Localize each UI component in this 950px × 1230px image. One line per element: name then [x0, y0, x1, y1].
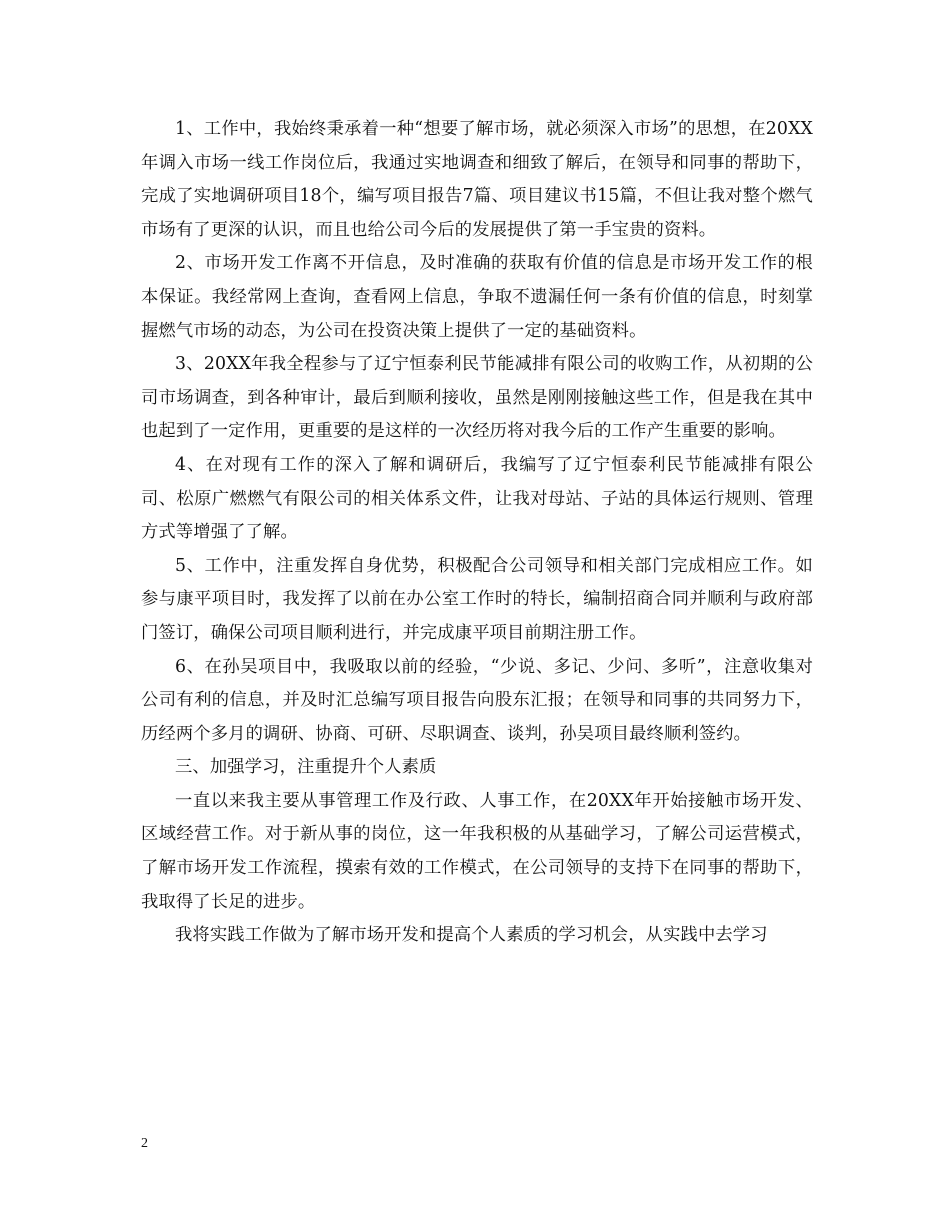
document-body: [141, 113, 813, 953]
paragraph-item-4: 4、在对现有工作的深入了解和调研后，我编写了辽宁恒泰利民节能减排有限公司、松原广燃燃气有限公司的相关体系文件，让我对母站、子站的具体运行规则、管理方式等增强了了解。: [141, 454, 813, 543]
section-heading: 三、加强学习，注重提升个人素质: [175, 757, 437, 778]
paragraph-practice: 我将实践工作做为了解市场开发和提高个人素质的学习机会，从实践中去学习: [175, 925, 768, 946]
paragraph-item-2: 2、市场开发工作离不开信息，及时准确的获取有价值的信息是市场开发工作的根本保证。我经常网上查询，查看网上信息，争取不遗漏任何一条有价值的信息，时刻掌握燃气市场的动态，为公司在投资决策上提供了一定的基础资料。: [141, 253, 813, 341]
page-number: 2: [141, 1136, 148, 1151]
paragraph-item-1: 1、工作中，我始终秉承着一种“想要了解市场，就必须深入市场”的思想，在20XX年调入市场一线工作岗位后，我通过实地调查和细致了解后，在领导和同事的帮助下，完成了实地调研项目18个，编写项目报告7篇、项目建议书15篇，不但让我对整个燃气市场有了更深的认识，而且也给公司今后的发展提供了第一手宝贵的资料。: [141, 119, 813, 240]
paragraph-learning: 一直以来我主要从事管理工作及行政、人事工作，在20XX年开始接触市场开发、区域经营工作。对于新从事的岗位，这一年我积极的从基础学习，了解公司运营模式，了解市场开发工作流程，摸索有效的工作模式，在公司领导的支持下在同事的帮助下，我取得了长足的进步。: [141, 790, 813, 912]
paragraph-item-6: 6、在孙吴项目中，我吸取以前的经验，“少说、多记、少问、多听”，注意收集对公司有利的信息，并及时汇总编写项目报告向股东汇报；在领导和同事的共同努力下，历经两个多月的调研、协商、可研、尽职调查、谈判，孙吴项目最终顺利签约。: [141, 656, 813, 744]
paragraph-item-5: 5、工作中，注重发挥自身优势，积极配合公司领导和相关部门完成相应工作。如参与康平项目时，我发挥了以前在办公室工作时的特长，编制招商合同并顺利与政府部门签订，确保公司项目顺利进行，并完成康平项目前期注册工作。: [141, 555, 813, 643]
paragraph-item-3: 3、20XX年我全程参与了辽宁恒泰利民节能减排有限公司的收购工作，从初期的公司市场调查，到各种审计，最后到顺利接收，虽然是刚刚接触这些工作，但是我在其中也起到了一定作用，更重要的是这样的一次经历将对我今后的工作产生重要的影响。: [141, 354, 813, 442]
